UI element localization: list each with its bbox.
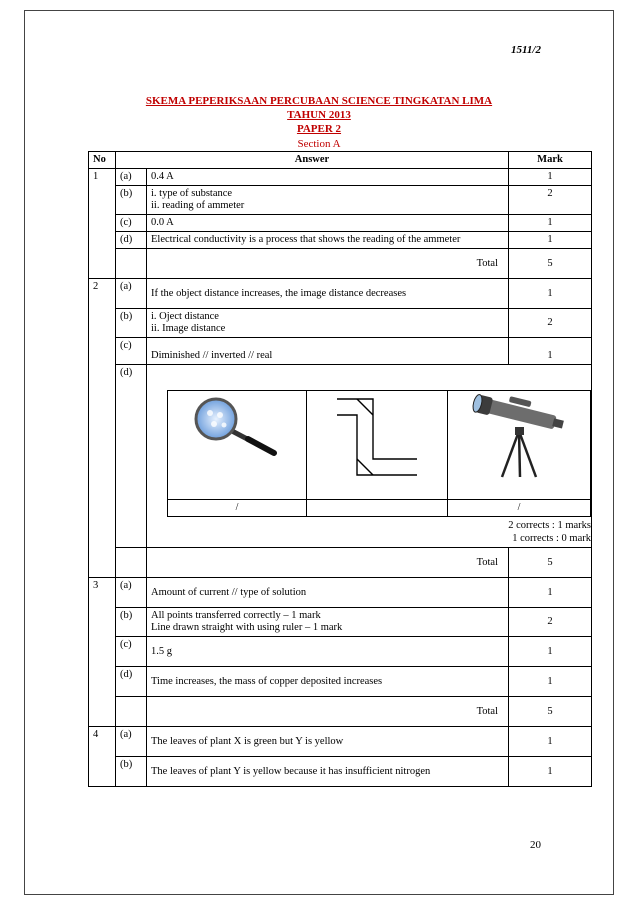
total-label: Total [147,548,509,578]
part-label: (b) [116,309,147,338]
answer-text [147,186,509,215]
table-row [89,757,592,787]
table-row [89,338,592,365]
answer-line: Line drawn straight with using ruler – 1 mark [151,622,343,633]
answer-text [147,608,509,637]
answer-text: 0.4 A [147,169,509,186]
total-label: Total [147,697,509,727]
mark-value: 2 [509,309,592,338]
answer-text: 0.0 A [147,215,509,232]
answer-text: The leaves of plant X is green but Y is yellow [147,727,509,757]
answer-line: ii. Image distance [151,323,226,334]
answer-line: i. Oject distance [151,311,219,322]
mark-value: 1 [509,637,592,667]
marking-note-line: 2 corrects : 1 marks [508,520,591,531]
mark-value: 1 [509,232,592,249]
table-row [89,365,592,548]
header-mark: Mark [509,152,592,169]
tick-mark [307,500,448,517]
part-label: (b) [116,186,147,215]
table-row [89,232,592,249]
periscope-cell [307,391,448,500]
mark-value: 1 [509,215,592,232]
part-label: (b) [116,757,147,787]
answer-text: Amount of current // type of solution [147,578,509,608]
part-label: (c) [116,637,147,667]
total-value: 5 [509,249,592,279]
answer-line: ii. reading of ammeter [151,200,245,211]
total-row [89,697,592,727]
table-row [89,578,592,608]
part-label: (a) [116,727,147,757]
mark-value: 1 [509,338,592,365]
answer-text: The leaves of plant Y is yellow because it has insufficient nitrogen [147,757,509,787]
table-row [89,667,592,697]
answer-line: All points transferred correctly – 1 mark [151,610,321,621]
question-number: 2 [89,279,116,578]
answer-text: 1.5 g [147,637,509,667]
part-label: (a) [116,279,147,309]
table-row [89,309,592,338]
scheme-title: SKEMA PEPERIKSAAN PERCUBAAN SCIENCE TINGKATAN LIMA [145,95,493,107]
answer-line: i. type of substance [151,188,233,199]
table-row [89,186,592,215]
question-number: 4 [89,727,116,787]
image-table [167,390,591,517]
section-label: Section A [297,138,341,150]
telescope-cell [448,391,591,500]
part-label: (d) [116,365,147,548]
tick-mark: / [168,500,307,517]
table-row [89,637,592,667]
table-row [89,215,592,232]
mark-value: 1 [509,578,592,608]
magnifying-glass-icon [192,393,282,463]
total-row [89,249,592,279]
total-row [89,548,592,578]
answer-text: Time increases, the mass of copper deposited increases [147,667,509,697]
part-label: (d) [116,232,147,249]
total-label: Total [147,249,509,279]
mark-value: 1 [509,279,592,309]
paper-code: 1511/2 [511,44,541,56]
answer-text: Electrical conductivity is a process that shows the reading of the ammeter [147,232,509,249]
diagram-cell [147,365,592,548]
part-label: (c) [116,215,147,232]
part-label: (a) [116,169,147,186]
part-label: (d) [116,667,147,697]
mark-value: 1 [509,727,592,757]
header-no: No [89,152,116,169]
table-row [89,279,592,309]
periscope-icon [327,393,427,483]
mark-value: 2 [509,608,592,637]
total-value: 5 [509,548,592,578]
table-row [89,727,592,757]
tick-mark: / [448,500,591,517]
answer-text [147,309,509,338]
scheme-year: TAHUN 2013 [287,109,351,121]
question-number: 3 [89,578,116,727]
header-answer: Answer [116,152,509,169]
table-header-row [89,152,592,169]
question-number: 1 [89,169,116,279]
marking-note [147,519,591,545]
scheme-paper: PAPER 2 [296,123,342,135]
total-value: 5 [509,697,592,727]
answer-text: Diminished // inverted // real [147,338,509,365]
page-number: 20 [530,839,541,851]
answer-text: If the object distance increases, the image distance decreases [147,279,509,309]
part-label: (b) [116,608,147,637]
part-label: (c) [116,338,147,365]
marking-note-line: 1 corrects : 0 mark [512,533,591,544]
mark-value: 1 [509,757,592,787]
table-row [89,608,592,637]
answer-table [88,151,592,787]
mark-value: 2 [509,186,592,215]
mark-value: 1 [509,667,592,697]
telescope-icon [464,393,574,483]
mark-value: 1 [509,169,592,186]
part-label: (a) [116,578,147,608]
magnifying-glass-cell [168,391,307,500]
table-row [89,169,592,186]
